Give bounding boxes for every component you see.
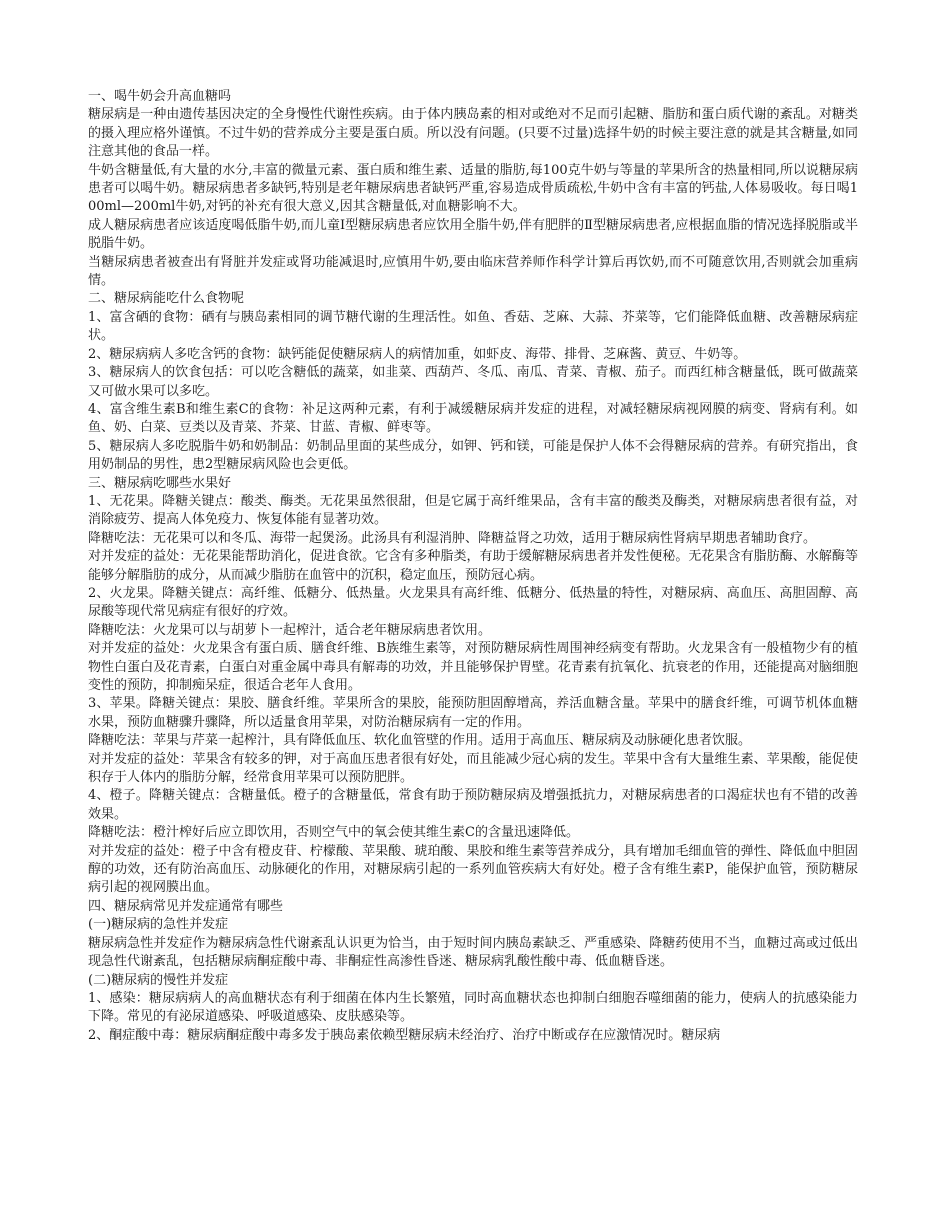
paragraph: 糖尿病是一种由遗传基因决定的全身慢性代谢性疾病。由于体内胰岛素的相对或绝对不足而引起糖、脂肪和蛋白质代谢的紊乱。对糖类的摄入理应格外谨慎。不过牛奶的营养成分主要是蛋白质。所以没有问题。(只要不过量)选择牛奶的时候主要注意的就是其含糖量,如同注意其他的食品一样。 — [88, 107, 858, 160]
subsection-heading-chronic: (二)糖尿病的慢性并发症 — [88, 972, 229, 988]
list-item: 4、富含维生素B和维生素C的食物：补足这两种元素，有利于减缓糖尿病并发症的进程，对减轻糖尿病视网膜的病变、肾病有利。如鱼、奶、白菜、豆类以及青菜、芥菜、甘蓝、青椒、鲜枣等。 — [88, 401, 858, 436]
paragraph: 4、橙子。降糖关键点：含糖量低。橙子的含糖量低，常食有助于预防糖尿病及增强抵抗力，对糖尿病患者的口渴症状也有不错的改善效果。 — [88, 788, 858, 822]
section-heading-complications: 四、糖尿病常见并发症通常有哪些 — [88, 898, 284, 914]
paragraph: 对并发症的益处：火龙果含有蛋白质、膳食纤维、B族维生素等，对预防糖尿病性周围神经病变有帮助。火龙果含有一般植物少有的植物性白蛋白及花青素，白蛋白对重金属中毒具有解毒的功效，并且能够保护胃壁。花青素有抗氧化、抗衰老的作用，还能提高对脑细胞变性的预防，抑制痴呆症，很适合老年人食用。 — [88, 641, 858, 693]
paragraph: 牛奶含糖量低,有大量的水分,丰富的微量元素、蛋白质和维生素、适量的脂肪,每100克牛奶与等量的苹果所含的热量相同,所以说糖尿病患者可以喝牛奶。糖尿病患者多缺钙,特别是老年糖尿病患者缺钙严重,容易造成骨质疏松,牛奶中含有丰富的钙盐,人体易吸收。每日喝100ml—200ml牛奶,对钙的补充有很大意义,因其含糖量低,对血糖影响不大。 — [88, 162, 858, 215]
list-item: 5、糖尿病人多吃脱脂牛奶和奶制品：奶制品里面的某些成分，如钾、钙和镁，可能是保护人体不会得糖尿病的营养。有研究指出，食用奶制品的男性，患2型糖尿病风险也会更低。 — [88, 438, 858, 473]
paragraph: 降糖吃法：橙汁榨好后应立即饮用，否则空气中的氧会使其维生素C的含量迅速降低。 — [88, 825, 579, 841]
list-item: 1、感染：糖尿病病人的高血糖状态有利于细菌在体内生长繁殖，同时高血糖状态也抑制白细胞吞噬细菌的能力，使病人的抗感染能力下降。常见的有泌尿道感染、呼吸道感染、皮肤感染等。 — [88, 990, 858, 1025]
section-heading-fruits: 三、糖尿病吃哪些水果好 — [88, 475, 232, 491]
document-page — [88, 88, 858, 1045]
paragraph: 降糖吃法：无花果可以和冬瓜、海带一起煲汤。此汤具有利湿消肿、降糖益肾之功效，适用于糖尿病性肾病早期患者辅助食疗。 — [88, 530, 817, 546]
list-item: 2、酮症酸中毒：糖尿病酮症酸中毒多发于胰岛素依赖型糖尿病未经治疗、治疗中断或存在应激情况时。糖尿病 — [88, 1027, 721, 1043]
paragraph: 成人糖尿病患者应该适度喝低脂牛奶,而儿童Ⅰ型糖尿病患者应饮用全脂牛奶,伴有肥胖的Ⅱ型糖尿病患者,应根据血脂的情况选择脱脂或半脱脂牛奶。 — [88, 217, 858, 252]
paragraph: 降糖吃法：苹果与芹菜一起榨汁，具有降低血压、软化血管壁的作用。适用于高血压、糖尿病及动脉硬化患者饮服。 — [88, 733, 752, 749]
subsection-heading-acute: (一)糖尿病的急性并发症 — [88, 917, 229, 933]
paragraph: 对并发症的益处：橙子中含有橙皮苷、柠檬酸、苹果酸、琥珀酸、果胶和维生素等营养成分，具有增加毛细血管的弹性、降低血中胆固醇的功效，还有防治高血压、动脉硬化的作用，对糖尿病引起的一系列血管疾病大有好处。橙子含有维生素P，能保护血管，预防糖尿病引起的视网膜出血。 — [88, 843, 858, 896]
list-item: 1、富含硒的食物：硒有与胰岛素相同的调节糖代谢的生理活性。如鱼、香菇、芝麻、大蒜、芥菜等，它们能降低血糖、改善糖尿病症状。 — [88, 309, 858, 344]
list-item: 3、糖尿病人的饮食包括：可以吃含糖低的蔬菜，如韭菜、西葫芦、冬瓜、南瓜、青菜、青椒、茄子。而西红柿含糖量低，既可做蔬菜又可做水果可以多吃。 — [88, 365, 858, 399]
list-item: 2、糖尿病病人多吃含钙的食物：缺钙能促使糖尿病人的病情加重，如虾皮、海带、排骨、芝麻酱、黄豆、牛奶等。 — [88, 346, 747, 362]
paragraph: 对并发症的益处：苹果含有较多的钾，对于高血压患者很有好处，而且能减少冠心病的发生。苹果中含有大量维生素、苹果酸，能促使积存于人体内的脂肪分解，经常食用苹果可以预防肥胖。 — [88, 751, 858, 786]
paragraph: 2、火龙果。降糖关键点：高纤维、低糖分、低热量。火龙果具有高纤维、低糖分、低热量的特性，对糖尿病、高血压、高胆固醇、高尿酸等现代常见病症有很好的疗效。 — [88, 585, 858, 620]
paragraph: 1、无花果。降糖关键点：酸类、酶类。无花果虽然很甜，但是它属于高纤维果品，含有丰富的酸类及酶类，对糖尿病患者很有益，对消除疲劳、提高人体免疫力、恢复体能有显著功效。 — [88, 493, 858, 528]
paragraph: 糖尿病急性并发症作为糖尿病急性代谢紊乱认识更为恰当，由于短时间内胰岛素缺乏、严重感染、降糖药使用不当，血糖过高或过低出现急性代谢紊乱，包括糖尿病酮症酸中毒、非酮症性高渗性昏迷、糖尿病乳酸性酸中毒、低血糖昏迷。 — [88, 935, 858, 970]
paragraph: 当糖尿病患者被查出有肾脏并发症或肾功能减退时,应慎用牛奶,要由临床营养师作科学计算后再饮奶,而不可随意饮用,否则就会加重病情。 — [88, 254, 858, 289]
paragraph: 对并发症的益处：无花果能帮助消化，促进食欲。它含有多种脂类，有助于缓解糖尿病患者并发性便秘。无花果含有脂肪酶、水解酶等能够分解脂肪的成分，从而减少脂肪在血管中的沉积，稳定血压，预防冠心病。 — [88, 549, 858, 583]
section-heading-foods: 二、糖尿病能吃什么食物呢 — [88, 291, 245, 307]
paragraph: 3、苹果。降糖关键点：果胶、膳食纤维。苹果所含的果胶，能预防胆固醇增高，养活血糖含量。苹果中的膳食纤维，可调节机体血糖水果，预防血糖骤升骤降，所以适量食用苹果，对防治糖尿病有一定的作用。 — [88, 696, 858, 730]
paragraph: 降糖吃法：火龙果可以与胡萝卜一起榨汁，适合老年糖尿病患者饮用。 — [88, 622, 492, 638]
section-heading-milk: 一、喝牛奶会升高血糖吗 — [88, 89, 232, 104]
